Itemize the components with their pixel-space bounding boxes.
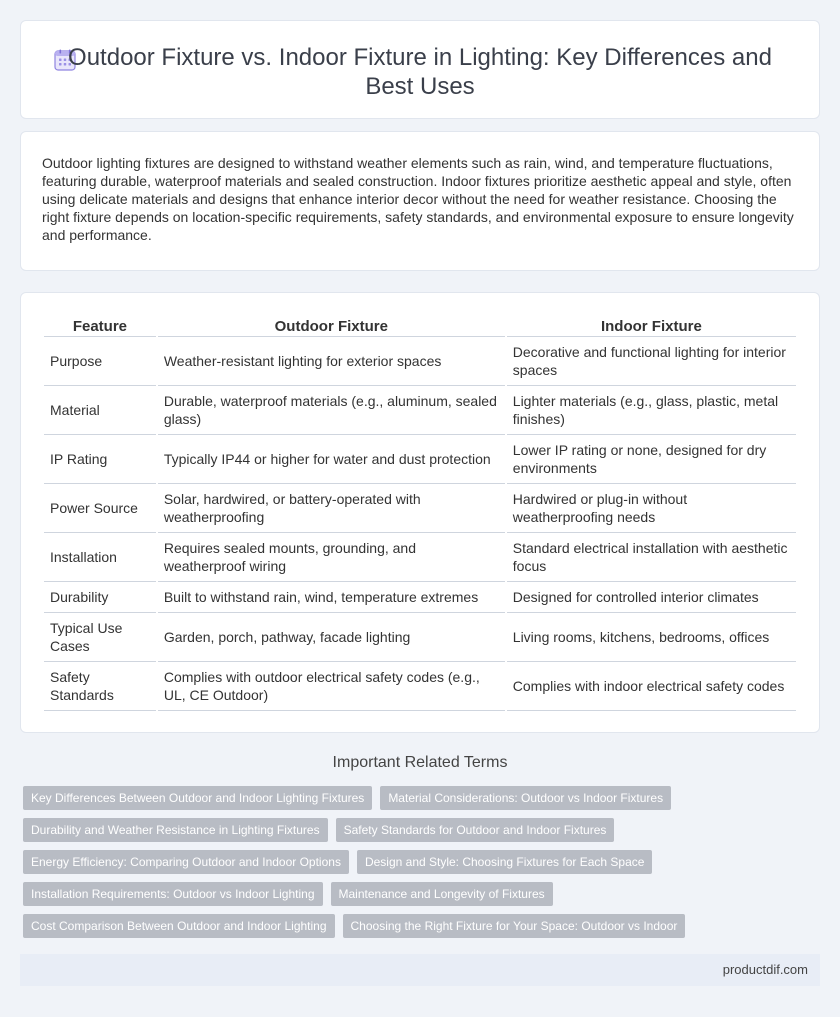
footer-brand[interactable]: productdif.com (722, 962, 808, 977)
table-row (44, 533, 796, 582)
related-terms-tags (23, 786, 813, 946)
related-term-tag[interactable]: Choosing the Right Fixture for Your Space: Outdoor vs Indoor (343, 914, 686, 938)
table-row (44, 613, 796, 662)
feature-cell: Typical Use Cases (44, 613, 156, 662)
table-row (44, 662, 796, 711)
page-title: Outdoor Fixture vs. Indoor Fixture in Lighting: Key Differences and Best Uses (68, 44, 772, 100)
tag-row (23, 786, 813, 810)
header-outdoor-fixture: Outdoor Fixture (158, 315, 505, 337)
indoor-cell: Living rooms, kitchens, bedrooms, offices (507, 613, 796, 662)
header-card (20, 20, 820, 119)
feature-cell: Power Source (44, 484, 156, 533)
feature-cell: Purpose (44, 337, 156, 386)
outdoor-cell: Typically IP44 or higher for water and dust protection (158, 435, 505, 484)
tag-row (23, 882, 813, 906)
related-term-tag[interactable]: Design and Style: Choosing Fixtures for Each Space (357, 850, 652, 874)
indoor-cell: Hardwired or plug-in without weatherproofing needs (507, 484, 796, 533)
indoor-cell: Complies with indoor electrical safety codes (507, 662, 796, 711)
indoor-cell: Decorative and functional lighting for interior spaces (507, 337, 796, 386)
table-row (44, 484, 796, 533)
related-term-tag[interactable]: Safety Standards for Outdoor and Indoor Fixtures (336, 818, 615, 842)
indoor-cell: Designed for controlled interior climates (507, 582, 796, 613)
feature-cell: IP Rating (44, 435, 156, 484)
related-terms-heading: Important Related Terms (332, 754, 508, 771)
related-term-tag[interactable]: Key Differences Between Outdoor and Indoor Lighting Fixtures (23, 786, 372, 810)
related-term-tag[interactable]: Energy Efficiency: Comparing Outdoor and Indoor Options (23, 850, 349, 874)
outdoor-cell: Garden, porch, pathway, facade lighting (158, 613, 505, 662)
related-term-tag[interactable]: Maintenance and Longevity of Fixtures (331, 882, 553, 906)
outdoor-cell: Complies with outdoor electrical safety codes (e.g., UL, CE Outdoor) (158, 662, 505, 711)
tag-row (23, 850, 813, 874)
outdoor-cell: Requires sealed mounts, grounding, and weatherproof wiring (158, 533, 505, 582)
indoor-cell: Lower IP rating or none, designed for dry environments (507, 435, 796, 484)
feature-cell: Safety Standards (44, 662, 156, 711)
table-row (44, 435, 796, 484)
header-indoor-fixture: Indoor Fixture (507, 315, 796, 337)
intro-paragraph: Outdoor lighting fixtures are designed to withstand weather elements such as rain, wind, and temperature fluctuations, featuring durable, waterproof materials and sealed construction. Indoor fixtures prioritize aesthetic appeal and style, often using delicate materials and designs that enhance interior decor without the need for weather resistance. Choosing the right fixture depends on location-specific requirements, safety standards, and environmental exposure to ensure longevity and performance. (42, 155, 794, 243)
tag-row (23, 914, 813, 938)
table-row (44, 386, 796, 435)
footer-bar (20, 954, 820, 986)
related-term-tag[interactable]: Installation Requirements: Outdoor vs Indoor Lighting (23, 882, 323, 906)
header-feature: Feature (44, 315, 156, 337)
indoor-cell: Lighter materials (e.g., glass, plastic, metal finishes) (507, 386, 796, 435)
outdoor-cell: Weather-resistant lighting for exterior spaces (158, 337, 505, 386)
feature-cell: Durability (44, 582, 156, 613)
comparison-table (42, 315, 798, 711)
indoor-cell: Standard electrical installation with aesthetic focus (507, 533, 796, 582)
comparison-table-card (20, 292, 820, 733)
table-row (44, 582, 796, 613)
related-term-tag[interactable]: Durability and Weather Resistance in Lighting Fixtures (23, 818, 328, 842)
feature-cell: Material (44, 386, 156, 435)
outdoor-cell: Built to withstand rain, wind, temperature extremes (158, 582, 505, 613)
table-header-row (44, 315, 796, 337)
related-term-tag[interactable]: Cost Comparison Between Outdoor and Indoor Lighting (23, 914, 335, 938)
related-term-tag[interactable]: Material Considerations: Outdoor vs Indoor Fixtures (380, 786, 671, 810)
feature-cell: Installation (44, 533, 156, 582)
outdoor-cell: Durable, waterproof materials (e.g., aluminum, sealed glass) (158, 386, 505, 435)
tag-row (23, 818, 813, 842)
intro-card (20, 131, 820, 271)
outdoor-cell: Solar, hardwired, or battery-operated with weatherproofing (158, 484, 505, 533)
table-row (44, 337, 796, 386)
